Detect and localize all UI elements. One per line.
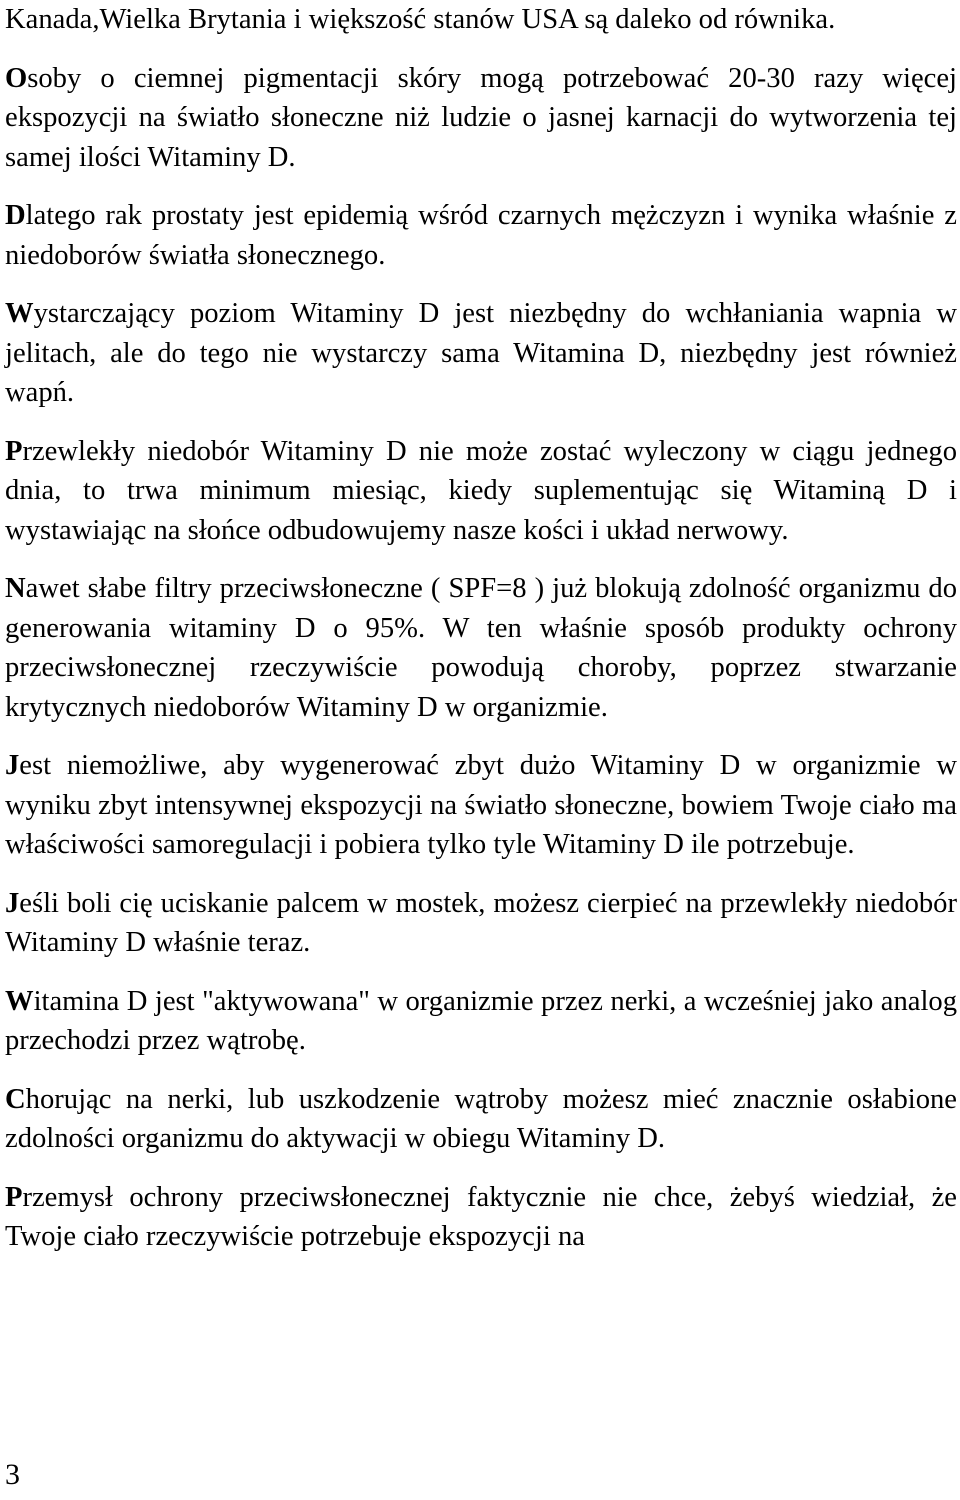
paragraph-5-text: rzewlekły niedobór Witaminy D nie może zostać wyleczony w ciągu jednego dnia, to trwa minimum miesiąc, kiedy suplementując się Witaminą D i wystawiając na słońce odbudowujemy nasze kości i układ nerwowy. <box>5 435 957 546</box>
paragraph-11-text: rzemysł ochrony przeciwsłonecznej faktycznie nie chce, żebyś wiedział, że Twoje ciało rzeczywiście potrzebuje ekspozycji na <box>5 1181 957 1252</box>
paragraph-8 <box>5 884 957 963</box>
paragraph-7-text: est niemożliwe, aby wygenerować zbyt dużo Witaminy D w organizmie w wyniku zbyt intensywnej ekspozycji na światło słoneczne, bowiem Twoje ciało ma właściwości samoregulacji i pobiera tylko tyle Witaminy D ile potrzebuje. <box>5 750 957 860</box>
paragraph-11 <box>5 1178 957 1257</box>
paragraph-4-text: ystarczający poziom Witaminy D jest niezbędny do wchłaniania wapnia w jelitach, ale do tego nie wystarczy sama Witamina D, niezbędny jest również wapń. <box>5 298 957 408</box>
paragraph-11-initial: P <box>5 1181 23 1213</box>
paragraph-4 <box>5 294 957 413</box>
paragraph-2-text: soby o ciemnej pigmentacji skóry mogą potrzebować 20-30 razy więcej ekspozycji na światło słoneczne niż ludzie o jasnej karnacji do wytworzenia tej samej ilości Witaminy D. <box>5 62 957 173</box>
paragraph-8-initial: J <box>5 887 20 919</box>
paragraph-1 <box>5 0 957 40</box>
paragraph-3 <box>5 196 957 275</box>
paragraph-7 <box>5 746 957 865</box>
paragraph-2 <box>5 59 957 178</box>
page-number: 3 <box>5 1458 20 1491</box>
paragraph-1-text: Kanada,Wielka Brytania i większość stanów USA są daleko od równika. <box>5 4 836 35</box>
paragraph-10 <box>5 1080 957 1159</box>
paragraph-9-text: itamina D jest "aktywowana" w organizmie przez nerki, a wcześniej jako analog przechodzi przez wątrobę. <box>5 985 957 1056</box>
paragraph-8-text: eśli boli cię uciskanie palcem w mostek, możesz cierpieć na przewlekły niedobór Witaminy D właśnie teraz. <box>5 887 957 958</box>
paragraph-9 <box>5 982 957 1061</box>
paragraph-3-text: latego rak prostaty jest epidemią wśród czarnych mężczyzn i wynika właśnie z niedoborów światła słonecznego. <box>5 200 957 271</box>
paragraph-9-initial: W <box>5 985 34 1017</box>
paragraph-6 <box>5 569 957 727</box>
paragraph-5-initial: P <box>5 435 23 467</box>
document-page <box>5 0 957 1257</box>
paragraph-7-initial: J <box>5 750 20 781</box>
paragraph-4-initial: W <box>5 298 34 329</box>
paragraph-6-text: awet słabe filtry przeciwsłoneczne ( SPF=8 ) już blokują zdolność organizmu do generowania witaminy D o 95%. W ten właśnie sposób produkty ochrony przeciwsłonecznej rzeczywiście powodują choroby, poprzez stwarzanie krytycznych niedoborów Witaminy D w organizmie. <box>5 573 957 723</box>
paragraph-5 <box>5 432 957 551</box>
paragraph-2-initial: O <box>5 62 28 94</box>
paragraph-3-initial: D <box>5 200 26 231</box>
paragraph-10-text: horując na nerki, lub uszkodzenie wątroby możesz mieć znacznie osłabione zdolności organizmu do aktywacji w obiegu Witaminy D. <box>5 1083 957 1154</box>
paragraph-10-initial: C <box>5 1083 26 1115</box>
paragraph-6-initial: N <box>5 573 26 604</box>
